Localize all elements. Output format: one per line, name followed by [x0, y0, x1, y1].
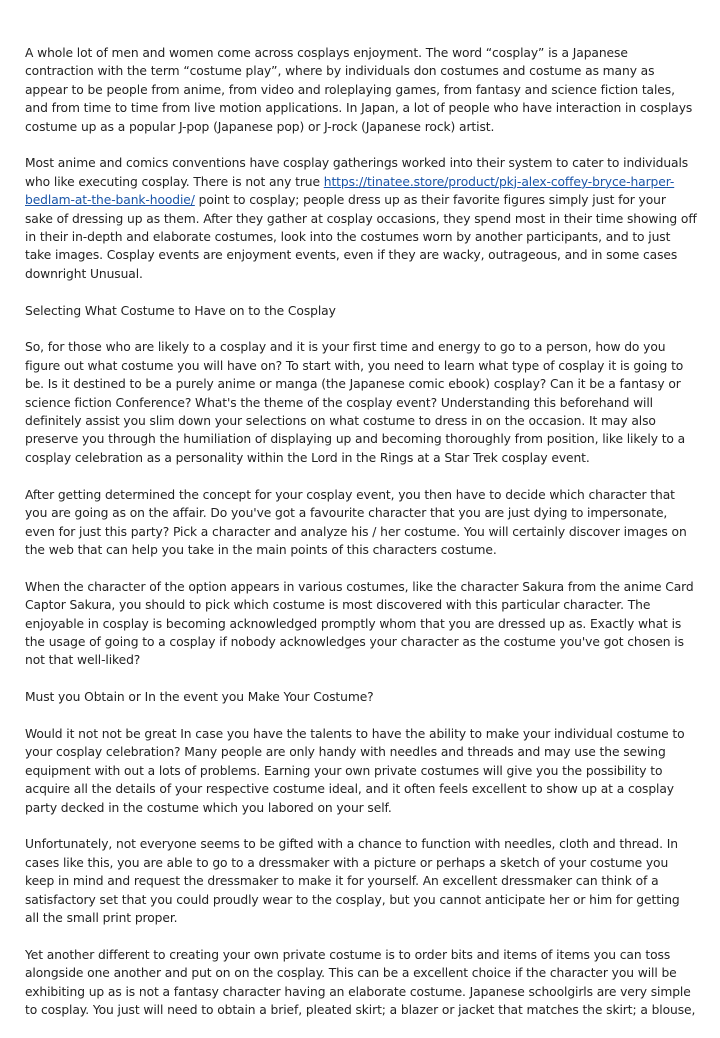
section-heading-selecting: Selecting What Costume to Have on to the Cosplay: [25, 303, 336, 318]
paragraph-text: point to cosplay; people dress up as their favorite figures simply just for your sake of dressing up as them. After they gather at cosplay occasions, they spend most in their time showing off in their in-depth and elaborate costumes, look into the costumes worn by another participants, and to just take images. Cosplay events are enjoyment events, even if they are wacky, outrageous, and in some cases downright Unusual.: [25, 193, 697, 281]
paragraph-sakura: When the character of the option appears in various costumes, like the character Sakura from the anime Card Captor Sakura, you should to pick which costume is most discovered with this particular character. The enjoyable in cosplay is becoming acknowledged promptly whom that you are dressed up as. Exactly what is the usage of going to a cosplay if nobody acknowledges your character as the costume you've got chosen is not that well-liked?: [25, 579, 694, 668]
paragraph-make-costume: Would it not not be great In case you have the talents to have the ability to make your individual costume to your cosplay celebration? Many people are only handy with needles and threads and may use the sewing equipment with out a lots of problems. Earning your own private costumes will give you the possibility to acquire all the details of your respective costume ideal, and it often feels excellent to show up at a cosplay party decked in the costume which you labored on your self.: [25, 726, 685, 815]
product-link[interactable]: https://tinatee.store/product/pkj-alex-coffey-bryce-harper-bedlam-at-the-bank-hoodie/: [25, 174, 675, 208]
section-heading-obtain-or-make: Must you Obtain or In the event you Make Your Costume?: [25, 690, 374, 705]
paragraph-dressmaker: Unfortunately, not everyone seems to be gifted with a chance to function with needles, cloth and thread. In cases like this, you are able to go to a dressmaker with a picture or perhaps a sketch of your costume you keep in mind and request the dressmaker to make it for yourself. An excellent dressmaker can think of a satisfactory set that you could proudly wear to the cosplay, but you cannot anticipate her or him for getting all the small print proper.: [25, 837, 680, 925]
paragraph-conventions: [25, 154, 697, 283]
paragraph-character: After getting determined the concept for your cosplay event, you then have to decide which character that you are going as on the affair. Do you've got a favourite character that you are just dying to impersonate, even for just this party? Pick a character and analyze his / her costume. You will certainly discover images on the web that can help you take in the main points of this characters costume.: [25, 487, 687, 557]
paragraph-text: Most anime and comics conventions have cosplay gatherings worked into their system to cater to individuals who like executing cosplay. There is not any true: [25, 156, 689, 189]
paragraph-order-items: Yet another different to creating your own private costume is to order bits and items of items you can toss alongside one another and put on on the cosplay. This can be a excellent choice if the character you will be exhibiting up as is not a fantasy character having an elaborate costume. Japanese schoolgirls are very simple to cosplay. You just will need to obtain a brief, pleated skirt; a blazer or jacket that matches the skirt; a blouse,: [25, 947, 696, 1017]
paragraph-intro: A whole lot of men and women come across cosplays enjoyment. The word “cosplay” is a Japanese contraction with the term “costume play”, where by individuals don costumes and costume as many as appear to be people from anime, from video and roleplaying games, from fantasy and science fiction tales, and from time to time from live motion applications. In Japan, a lot of people who have interaction in cosplays costume up as a popular J-pop (Japanese pop) or J-rock (Japanese rock) artist.: [25, 46, 693, 134]
paragraph-first-time: So, for those who are likely to a cosplay and it is your first time and energy to go to a person, how do you figure out what costume you will have on? To start with, you need to learn what type of cosplay it is going to be. Is it destined to be a purely anime or manga (the Japanese comic ebook) cosplay? Can it be a fantasy or science fiction Conference? What's the theme of the cosplay event? Understanding this beforehand will definitely assist you slim down your selections on what costume to dress in on the occasion. It may also preserve you through the humiliation of displaying up and becoming thoroughly from position, like likely to a cosplay celebration as a personality within the Lord in the Rings at a Star Trek cosplay event.: [25, 340, 686, 465]
article-body: [25, 44, 697, 1038]
